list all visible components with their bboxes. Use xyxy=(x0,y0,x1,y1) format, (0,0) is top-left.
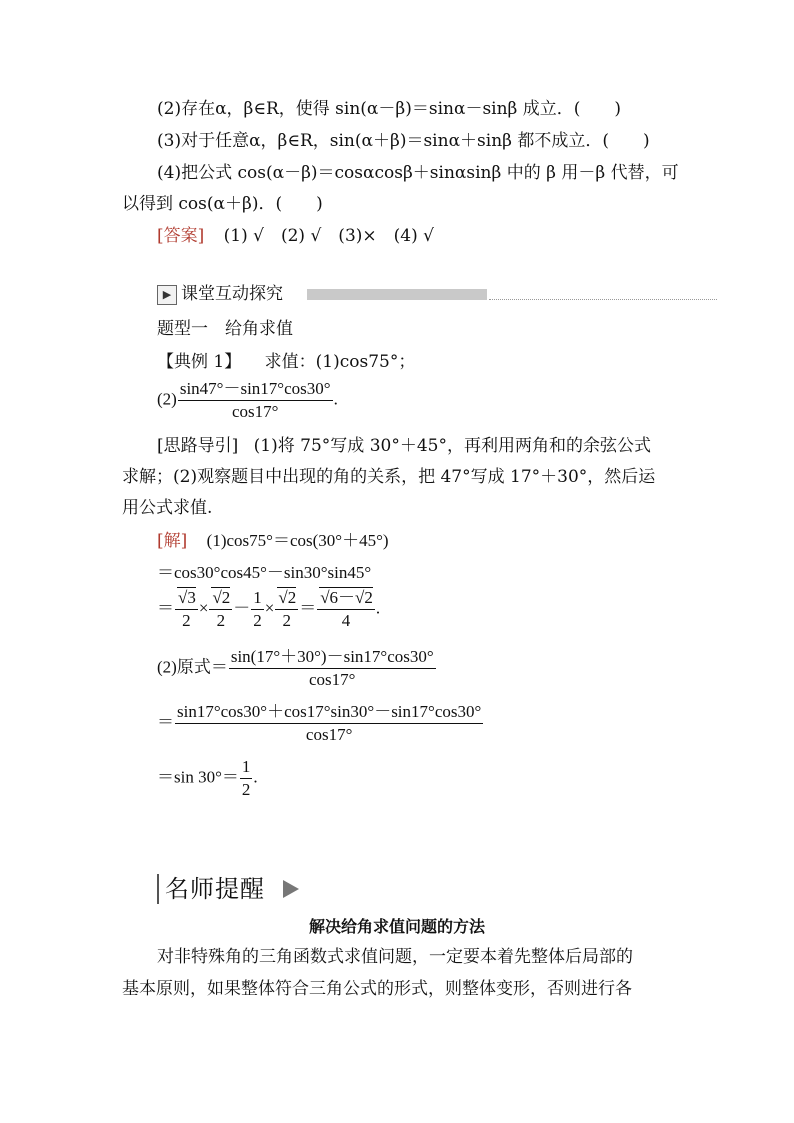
numerator xyxy=(209,587,232,610)
hint-line-3: 用公式求值. xyxy=(122,498,213,518)
sqrt3: √3 xyxy=(178,588,196,607)
denominator: 4 xyxy=(341,611,351,630)
tip-line-1: 对非特殊角的三角函数式求值问题，一定要本着先整体后局部的 xyxy=(157,947,633,967)
header-dotted-rule xyxy=(489,299,717,300)
times-sign: × xyxy=(264,598,275,618)
equals-sign: ＝ xyxy=(157,598,174,618)
tip-subtitle: 解决给角求值问题的方法 xyxy=(308,917,485,936)
denominator: 2 xyxy=(241,780,251,799)
solution-part-3 xyxy=(157,701,484,746)
example-part2-suffix: . xyxy=(333,389,338,409)
answer-text: (1) √ (2) √ (3)× (4) √ xyxy=(223,226,434,246)
question-4-line-1: (4)把公式 cos(α－β)＝cosαcosβ＋sinαsinβ 中的 β 用－β 代替，可 xyxy=(157,163,679,183)
header-shade-bar xyxy=(307,289,487,300)
hint-label: [思路导引] xyxy=(157,436,239,456)
part3-numerator: sin17°cos30°＋cos17°sin30°－sin17°cos30° xyxy=(175,701,483,724)
times-sign: × xyxy=(198,598,209,618)
numerator: 1 xyxy=(251,587,264,610)
answer-label: [答案] xyxy=(157,226,205,246)
hint-line-1 xyxy=(157,434,651,458)
question-4-line-2: 以得到 cos(α＋β)．( ) xyxy=(122,194,323,214)
solution-line-1 xyxy=(157,529,389,553)
equals-sign: ＝ xyxy=(157,712,174,732)
example-fraction-numerator: sin47°－sin17°cos30° xyxy=(178,378,333,401)
sqrt-result: √6－√2 xyxy=(320,588,373,607)
section-header xyxy=(157,283,717,305)
tip-line-2: 基本原则，如果整体符合三角公式的形式，则整体变形，否则进行各 xyxy=(122,979,632,999)
minus-sign: － xyxy=(233,598,251,618)
type-heading: 题型一 给角求值 xyxy=(157,319,293,339)
solution-final xyxy=(157,756,258,801)
play-icon: ▶ xyxy=(157,285,177,305)
denominator: 2 xyxy=(253,611,262,630)
tip-bar xyxy=(157,874,159,904)
part2-fraction xyxy=(229,646,436,691)
numerator: 1 xyxy=(240,756,253,779)
example-row xyxy=(157,350,415,374)
example-fraction xyxy=(178,378,333,423)
part3-fraction xyxy=(175,701,483,746)
denominator: 2 xyxy=(282,611,292,630)
equals-sign: ＝ xyxy=(299,598,317,618)
answer-row xyxy=(157,224,434,248)
fraction-sqrt2-over-2-b xyxy=(275,587,298,632)
period: . xyxy=(253,767,258,787)
example-label: 【典例 1】 xyxy=(157,352,242,372)
example-fraction-denominator: cos17° xyxy=(231,402,279,421)
numerator xyxy=(175,587,198,610)
tip-heading: 名师提醒 xyxy=(165,875,265,903)
triangle-right-icon xyxy=(283,880,299,898)
part3-denominator: cos17° xyxy=(305,725,353,744)
denominator: 2 xyxy=(216,611,226,630)
fraction-sqrt2-over-2 xyxy=(209,587,232,632)
hint-text-1: (1)将 75°写成 30°＋45°，再利用两角和的余弦公式 xyxy=(253,436,651,456)
fraction-sqrt3-over-2 xyxy=(175,587,198,632)
question-3: (3)对于任意α，β∈R，sin(α＋β)＝sinα＋sinβ 都不成立．( ) xyxy=(157,131,650,151)
fraction-result xyxy=(317,587,375,632)
final-text: ＝sin 30°＝ xyxy=(157,767,239,787)
part2-denominator: cos17° xyxy=(309,670,356,689)
denominator: 2 xyxy=(182,611,191,630)
final-fraction xyxy=(240,756,253,801)
sqrt2: √2 xyxy=(212,588,231,607)
example-part-2 xyxy=(157,378,338,423)
solution-line-2: ＝cos30°cos45°－sin30°sin45° xyxy=(157,563,372,582)
solution-line-3 xyxy=(157,587,380,632)
period: . xyxy=(375,598,381,618)
numerator xyxy=(317,587,375,610)
numerator xyxy=(275,587,298,610)
sqrt2: √2 xyxy=(278,588,297,607)
part2-numerator: sin(17°＋30°)－sin17°cos30° xyxy=(229,646,436,669)
example-text: 求值：(1)cos75°； xyxy=(264,352,416,372)
fraction-1-over-2 xyxy=(251,587,264,632)
part2-prefix: (2)原式＝ xyxy=(157,657,228,677)
section-title: 课堂互动探究 xyxy=(181,284,283,304)
hint-line-2: 求解；(2)观察题目中出现的角的关系，把 47°写成 17°＋30°，然后运 xyxy=(122,467,656,487)
solution-part-2 xyxy=(157,646,437,691)
solution-text-1: (1)cos75°＝cos(30°＋45°) xyxy=(206,531,389,550)
solution-label: [解] xyxy=(157,531,188,551)
example-part2-prefix: (2) xyxy=(157,389,177,409)
question-2: (2)存在α，β∈R，使得 sin(α－β)＝sinα－sinβ 成立．( ) xyxy=(157,99,622,119)
